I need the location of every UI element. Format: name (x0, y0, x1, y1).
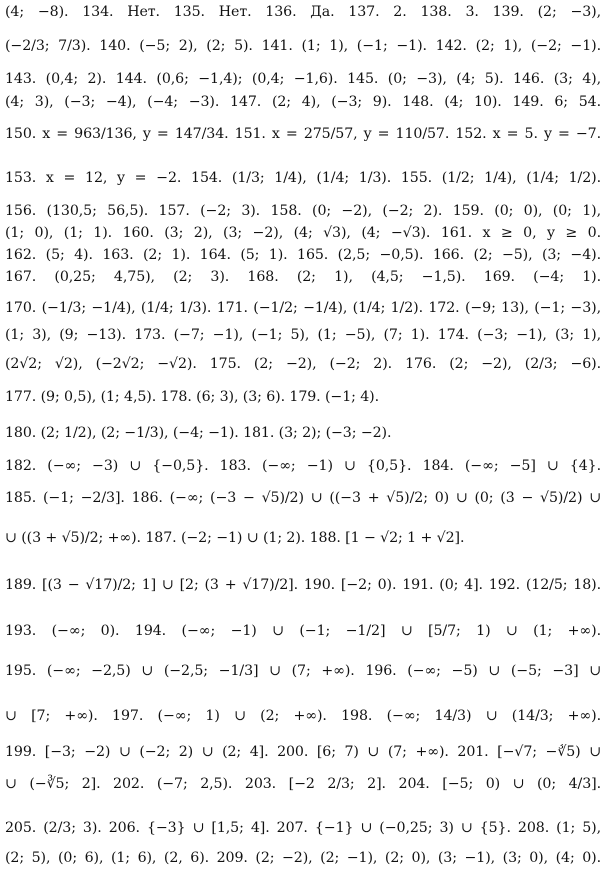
answer-line: 205. (2/3; 3). 206. {−3} ∪ [1,5; 4]. 207. {−1} ∪ (−0,25; 3) ∪ {5}. 208. (1; 5), (5, 820, 601, 836)
answer-line: 170. (−1/3; −1/4), (1/4; 1/3). 171. (−1/2; −1/4), (1/4; 1/2). 172. (−9; 13), (−1; −3), (5, 300, 601, 316)
answer-line: 193. (−∞; 0). 194. (−∞; −1) ∪ (−1; −1/2] ∪ [5/7; 1) ∪ (1; +∞). (5, 623, 601, 639)
answer-line: 180. (2; 1/2), (2; −1/3), (−4; −1). 181. (3; 2); (−3; −2). (5, 425, 392, 441)
answer-line: ∪ (−∛5; 2]. 202. (−7; 2,5). 203. [−2 2/3; 2]. 204. [−5; 0) ∪ (0; 4/3]. (5, 776, 601, 792)
answer-line: 167. (0,25; 4,75), (2; 3). 168. (2; 1), (4,5; −1,5). 169. (−4; 1). (5, 269, 601, 285)
answer-line: ∪ [7; +∞). 197. (−∞; 1) ∪ (2; +∞). 198. (−∞; 14/3) ∪ (14/3; +∞). (5, 708, 601, 724)
answer-line: 156. (130,5; 56,5). 157. (−2; 3). 158. (0; −2), (−2; 2). 159. (0; 0), (0; 1), (5, 203, 601, 219)
answer-line: (4; 3), (−3; −4), (−4; −3). 147. (2; 4), (−3; 9). 148. (4; 10). 149. 6; 54. (5, 94, 601, 110)
answer-line: (1; 3), (9; −13). 173. (−7; −1), (−1; 5), (1; −5), (7; 1). 174. (−3; −1), (3; 1), (5, 327, 601, 343)
answer-line: (2√2; √2), (−2√2; −√2). 175. (2; −2), (−2; 2). 176. (2; −2), (2/3; −6). (5, 356, 601, 372)
answer-line: 143. (0,4; 2). 144. (0,6; −1,4); (0,4; −1,6). 145. (0; −3), (4; 5). 146. (3; 4), (5, 71, 601, 87)
answer-line: 177. (9; 0,5), (1; 4,5). 178. (6; 3), (3; 6). 179. (−1; 4). (5, 389, 380, 405)
answer-line: (4; −8). 134. Нет. 135. Нет. 136. Да. 137. 2. 138. 3. 139. (2; −3), (5, 4, 601, 20)
answer-line: (−2/3; 7/3). 140. (−5; 2), (2; 5). 141. (1; 1), (−1; −1). 142. (2; 1), (−2; −1). (5, 38, 601, 54)
answer-line: 195. (−∞; −2,5) ∪ (−2,5; −1/3] ∪ (7; +∞). 196. (−∞; −5) ∪ (−5; −3] ∪ (5, 663, 601, 679)
answer-line: ∪ ((3 + √5)/2; +∞). 187. (−2; −1) ∪ (1; 2). 188. [1 − √2; 1 + √2]. (5, 530, 465, 546)
answer-line: 150. x = 963/136, y = 147/34. 151. x = 275/57, y = 110/57. 152. x = 5. y = −7. (5, 126, 601, 142)
answer-line: (2; 5), (0; 6), (1; 6), (2, 6). 209. (2; −2), (2; −1), (2; 0), (3; −1), (3; 0), (4; 0). (5, 850, 601, 866)
answer-line: 153. x = 12, y = −2. 154. (1/3; 1/4), (1/4; 1/3). 155. (1/2; 1/4), (1/4; 1/2). (5, 170, 601, 186)
answer-line: 199. [−3; −2) ∪ (−2; 2) ∪ (2; 4]. 200. [6; 7) ∪ (7; +∞). 201. [−√7; −∛5) ∪ (5, 744, 601, 760)
answer-line: 162. (5; 4). 163. (2; 1). 164. (5; 1). 165. (2,5; −0,5). 166. (2; −5), (3; −4). (5, 247, 601, 263)
answer-line: 185. (−1; −2/3]. 186. (−∞; (−3 − √5)/2) ∪ ((−3 + √5)/2; 0) ∪ (0; (3 − √5)/2) ∪ (5, 490, 601, 506)
answer-line: 189. [(3 − √17)/2; 1] ∪ [2; (3 + √17)/2]. 190. [−2; 0). 191. (0; 4]. 192. (12/5; 18). (5, 577, 601, 593)
answer-line: (1; 0), (1; 1). 160. (3; 2), (3; −2), (4; √3), (4; −√3). 161. x ≥ 0, y ≥ 0. (5, 225, 601, 241)
answer-line: 182. (−∞; −3) ∪ {−0,5}. 183. (−∞; −1) ∪ {0,5}. 184. (−∞; −5] ∪ {4}. (5, 458, 601, 474)
